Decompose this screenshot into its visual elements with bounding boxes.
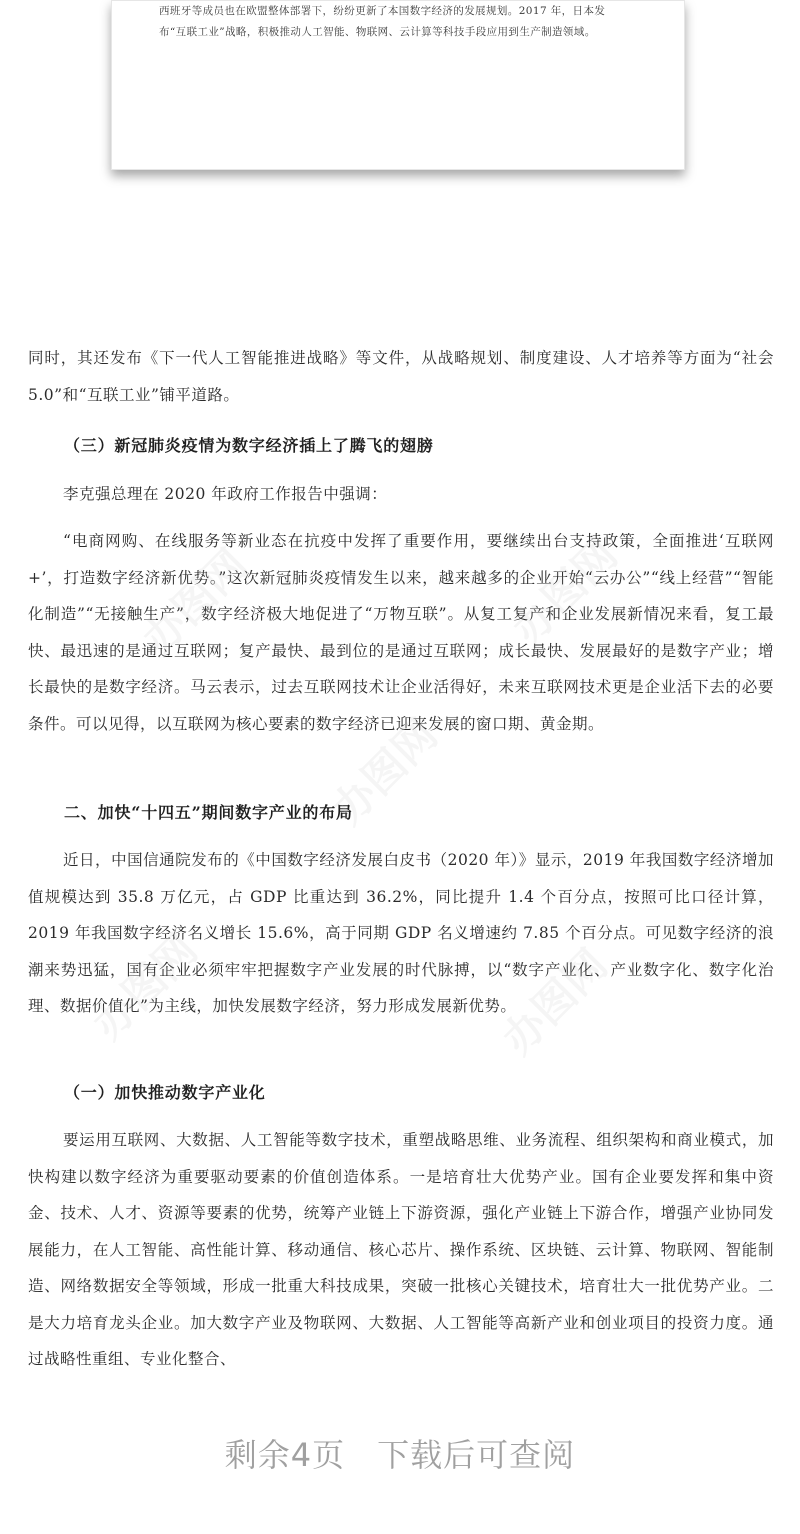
paragraph: 同时，其还发布《下一代人工智能推进战略》等文件，从战略规划、制度建设、人才培养等方面为“社会 5.0”和“互联工业”铺平道路。 — [28, 349, 774, 404]
download-hint-label: 下载后可查阅 — [377, 1436, 576, 1474]
preview-text-line: 西班牙等成员也在欧盟整体部署下，纷纷更新了本国数字经济的发展规划。2017 年，日本发 — [159, 5, 606, 17]
quote-paragraph: “电商网购、在线服务等新业态在抗疫中发挥了重要作用，要继续出台支持政策，全面推进‘互联网+’，打造数字经济新优势。”这次新冠肺炎疫情发生以来，越来越多的企业开始“云办公”“线上经营”“智能化制造”“无接触生产”，数字经济极大地促进了“万物互联”。从复工复产和企业发展新情况来看，复工最快、最迅速的是通过互联网；复产最快、最到位的是通过互联网；成长最快、发展最好的是数字产业；增长最快的是数字经济。马云表示，过去互联网技术让企业活得好，未来互联网技术更是企业活下去的必要条件。可以见得，以互联网为核心要素的数字经济已迎来发展的窗口期、黄金期。 — [28, 532, 774, 733]
remaining-pages-label: 剩余4页 — [224, 1436, 346, 1474]
section-heading: （一）加快推动数字产业化 — [64, 1083, 266, 1102]
watermark: 办图网 — [132, 539, 257, 664]
watermark: 办图网 — [502, 529, 627, 654]
paragraph: 近日，中国信通院发布的《中国数字经济发展白皮书（2020 年）》显示，2019 年我国数字经济增加值规模达到 35.8 万亿元，占 GDP 比重达到 36.2%，同比提升 1.4 个百分点，按照可比口径计算，2019 年我国数字经济名义增长 15.6%，高于同期 GDP 名义增速约 7.85 个百分点。可见数字经济的浪潮来势迅猛，国有企业必须牢牢把握数字产业发展的时代脉搏，以“数字产业化、产业数字化、数字化治理、数据价值化”为主线，加快发展数字经济，努力形成发展新优势。 — [28, 851, 774, 1015]
watermark: 办图网 — [322, 709, 447, 834]
document-preview-page — [111, 0, 685, 170]
watermark: 办图网 — [82, 924, 207, 1049]
section-heading: （三）新冠肺炎疫情为数字经济插上了腾飞的翅膀 — [64, 436, 434, 455]
preview-text-line: 布“互联工业”战略，积极推动人工智能、物联网、云计算等科技手段应用到生产制造领域。 — [159, 26, 596, 38]
watermark: 办图网 — [492, 939, 617, 1064]
section-heading: 二、加快“十四五”期间数字产业的布局 — [64, 803, 353, 822]
paragraph: 李克强总理在 2020 年政府工作报告中强调： — [63, 485, 388, 503]
paragraph: 要运用互联网、大数据、人工智能等数字技术，重塑战略思维、业务流程、组织架构和商业模式，加快构建以数字经济为重要驱动要素的价值创造体系。一是培育壮大优势产业。国有企业要发挥和集中资金、技术、人才、资源等要素的优势，统筹产业链上下游资源，强化产业链上下游合作，增强产业协同发展能力，在人工智能、高性能计算、移动通信、核心芯片、操作系统、区块链、云计算、物联网、智能制造、网络数据安全等领域，形成一批重大科技成果，突破一批核心关键技术，培育壮大一批优势产业。二是大力培育龙头企业。加大数字产业及物联网、大数据、人工智能等高新产业和创业项目的投资力度。通过战略性重组、专业化整合、 — [28, 1131, 774, 1368]
remaining-pages-banner[interactable] — [0, 1430, 800, 1476]
